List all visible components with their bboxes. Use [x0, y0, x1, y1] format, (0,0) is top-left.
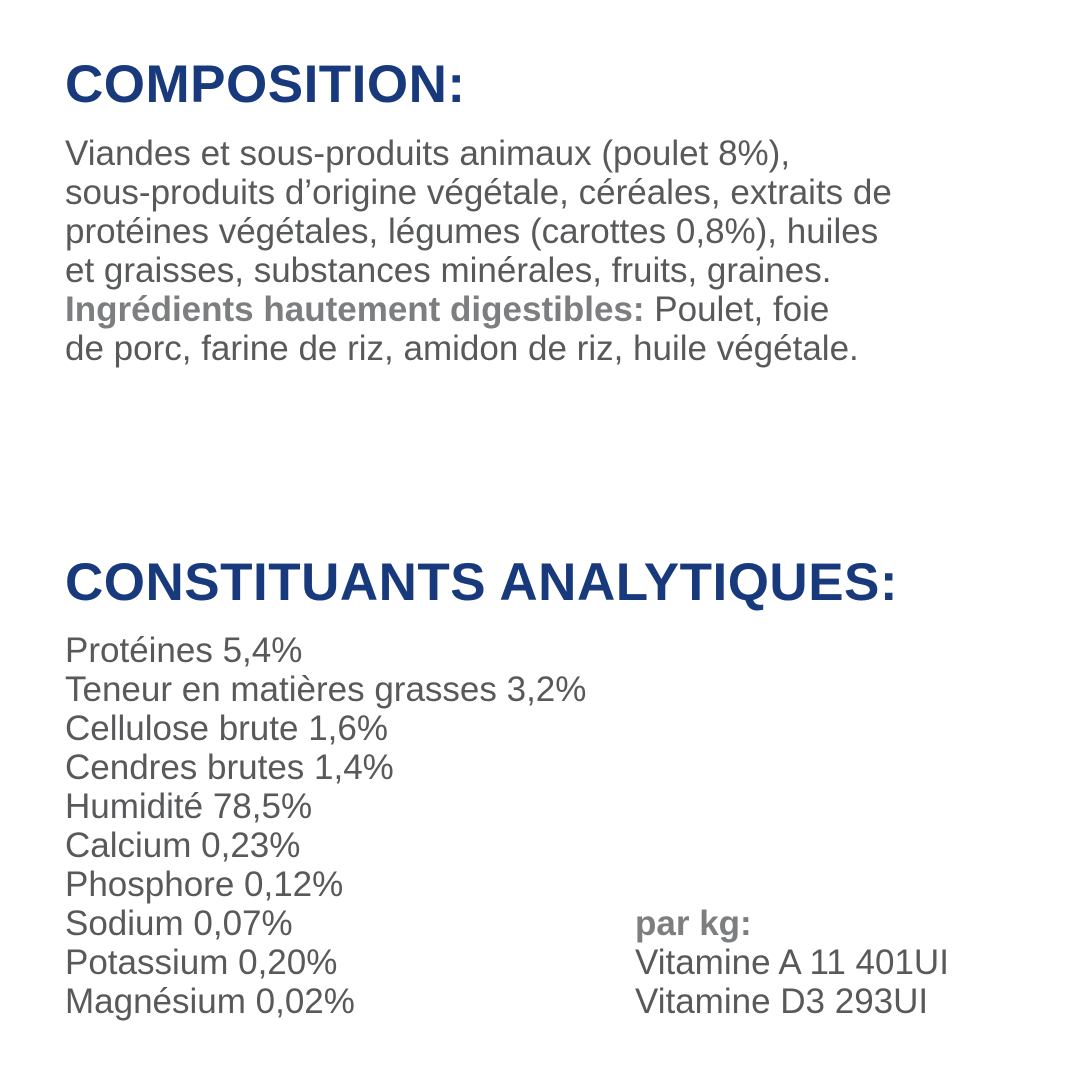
composition-line: sous-produits d’origine végétale, céréales, extraits de — [65, 173, 892, 212]
constituent-sodium: Sodium 0,07% — [65, 904, 293, 943]
composition-heading: COMPOSITION: — [65, 55, 466, 114]
digestible-ingredients-label: Ingrédients hautement digestibles: — [65, 290, 645, 329]
composition-line: Viandes et sous-produits animaux (poulet 8%), — [65, 134, 791, 173]
constituent-potassium: Potassium 0,20% — [65, 943, 338, 982]
constituent-phosphorus: Phosphore 0,12% — [65, 865, 344, 904]
composition-line-digestible — [65, 290, 892, 329]
constituent-proteins: Protéines 5,4% — [65, 631, 303, 670]
digestible-ingredients-start: Poulet, foie — [644, 290, 830, 329]
constituent-magnesium: Magnésium 0,02% — [65, 982, 355, 1021]
constituent-fat: Teneur en matières grasses 3,2% — [65, 670, 587, 709]
analytical-constituents-list — [65, 631, 586, 1021]
composition-line: protéines végétales, légumes (carottes 0,8%), huiles — [65, 212, 879, 251]
vitamin-d3-value: Vitamine D3 293UI — [635, 982, 929, 1021]
composition-line: de porc, farine de riz, amidon de riz, huile végétale. — [65, 329, 859, 368]
per-kg-column — [635, 904, 949, 1021]
per-kg-label: par kg: — [635, 904, 752, 943]
constituent-ash: Cendres brutes 1,4% — [65, 748, 394, 787]
composition-line: et graisses, substances minérales, fruits, graines. — [65, 251, 832, 290]
constituent-fibre: Cellulose brute 1,6% — [65, 709, 388, 748]
vitamin-a-value: Vitamine A 11 401UI — [635, 943, 949, 982]
composition-paragraph — [65, 134, 892, 368]
constituent-moisture: Humidité 78,5% — [65, 787, 313, 826]
analytical-constituents-heading: CONSTITUANTS ANALYTIQUES: — [65, 553, 899, 612]
constituent-calcium: Calcium 0,23% — [65, 826, 301, 865]
